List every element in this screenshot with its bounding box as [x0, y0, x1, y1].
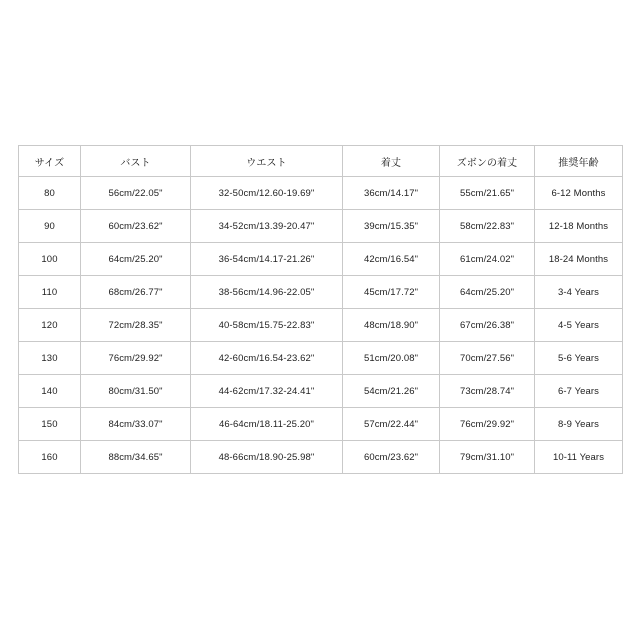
- cell-waist: 40-58cm/15.75-22.83": [191, 309, 343, 342]
- cell-bust: 88cm/34.65": [81, 441, 191, 474]
- cell-recommended-age: 3-4 Years: [535, 276, 623, 309]
- cell-recommended-age: 4-5 Years: [535, 309, 623, 342]
- table-body: [19, 177, 623, 474]
- cell-bust: 64cm/25.20": [81, 243, 191, 276]
- column-header-recommended-age: 推奨年齢: [535, 146, 623, 177]
- column-header-size: サイズ: [19, 146, 81, 177]
- column-header-pants-length: ズボンの着丈: [440, 146, 535, 177]
- cell-pants-length: 70cm/27.56": [440, 342, 535, 375]
- cell-size: 110: [19, 276, 81, 309]
- cell-bust: 68cm/26.77": [81, 276, 191, 309]
- cell-bust: 84cm/33.07": [81, 408, 191, 441]
- cell-pants-length: 73cm/28.74": [440, 375, 535, 408]
- cell-length: 39cm/15.35": [343, 210, 440, 243]
- cell-pants-length: 76cm/29.92": [440, 408, 535, 441]
- table-row: [19, 375, 623, 408]
- size-chart-table: [18, 145, 623, 474]
- cell-size: 100: [19, 243, 81, 276]
- cell-recommended-age: 6-7 Years: [535, 375, 623, 408]
- cell-bust: 56cm/22.05": [81, 177, 191, 210]
- cell-size: 150: [19, 408, 81, 441]
- table-row: [19, 342, 623, 375]
- size-chart-container: [18, 145, 622, 474]
- cell-length: 57cm/22.44": [343, 408, 440, 441]
- cell-waist: 42-60cm/16.54-23.62": [191, 342, 343, 375]
- cell-size: 120: [19, 309, 81, 342]
- cell-waist: 36-54cm/14.17-21.26": [191, 243, 343, 276]
- cell-bust: 80cm/31.50": [81, 375, 191, 408]
- cell-recommended-age: 18-24 Months: [535, 243, 623, 276]
- cell-pants-length: 64cm/25.20": [440, 276, 535, 309]
- cell-pants-length: 55cm/21.65": [440, 177, 535, 210]
- cell-bust: 72cm/28.35": [81, 309, 191, 342]
- cell-length: 48cm/18.90": [343, 309, 440, 342]
- cell-length: 60cm/23.62": [343, 441, 440, 474]
- table-header-row: [19, 146, 623, 177]
- table-row: [19, 408, 623, 441]
- cell-length: 42cm/16.54": [343, 243, 440, 276]
- cell-recommended-age: 8-9 Years: [535, 408, 623, 441]
- cell-pants-length: 58cm/22.83": [440, 210, 535, 243]
- table-header: [19, 146, 623, 177]
- cell-length: 54cm/21.26": [343, 375, 440, 408]
- cell-bust: 60cm/23.62": [81, 210, 191, 243]
- column-header-length: 着丈: [343, 146, 440, 177]
- column-header-bust: バスト: [81, 146, 191, 177]
- cell-waist: 32-50cm/12.60-19.69": [191, 177, 343, 210]
- cell-length: 45cm/17.72": [343, 276, 440, 309]
- cell-size: 80: [19, 177, 81, 210]
- cell-waist: 46-64cm/18.11-25.20": [191, 408, 343, 441]
- table-row: [19, 441, 623, 474]
- table-row: [19, 243, 623, 276]
- column-header-waist: ウエスト: [191, 146, 343, 177]
- cell-waist: 38-56cm/14.96-22.05": [191, 276, 343, 309]
- cell-length: 51cm/20.08": [343, 342, 440, 375]
- cell-pants-length: 61cm/24.02": [440, 243, 535, 276]
- table-row: [19, 276, 623, 309]
- cell-recommended-age: 6-12 Months: [535, 177, 623, 210]
- cell-size: 130: [19, 342, 81, 375]
- cell-recommended-age: 5-6 Years: [535, 342, 623, 375]
- cell-pants-length: 79cm/31.10": [440, 441, 535, 474]
- cell-length: 36cm/14.17": [343, 177, 440, 210]
- cell-size: 160: [19, 441, 81, 474]
- table-row: [19, 309, 623, 342]
- cell-waist: 44-62cm/17.32-24.41": [191, 375, 343, 408]
- cell-size: 140: [19, 375, 81, 408]
- cell-recommended-age: 12-18 Months: [535, 210, 623, 243]
- cell-pants-length: 67cm/26.38": [440, 309, 535, 342]
- cell-size: 90: [19, 210, 81, 243]
- table-row: [19, 177, 623, 210]
- cell-waist: 34-52cm/13.39-20.47": [191, 210, 343, 243]
- cell-waist: 48-66cm/18.90-25.98": [191, 441, 343, 474]
- cell-bust: 76cm/29.92": [81, 342, 191, 375]
- table-row: [19, 210, 623, 243]
- cell-recommended-age: 10-11 Years: [535, 441, 623, 474]
